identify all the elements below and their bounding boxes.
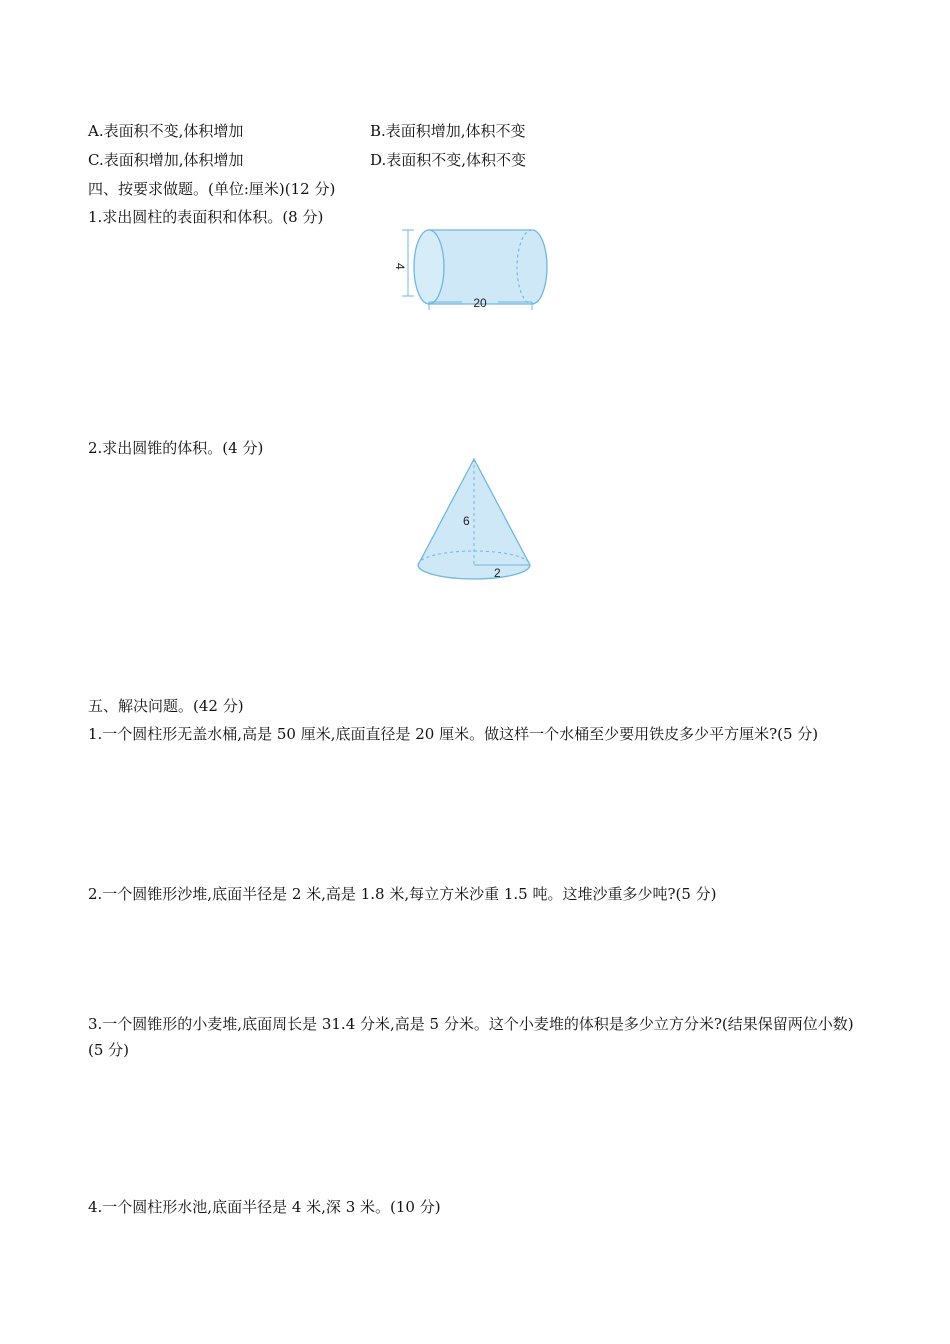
- option-b: B.表面积增加,体积不变: [370, 122, 526, 140]
- section5-q1: 1.一个圆柱形无盖水桶,高是 50 厘米,底面直径是 20 厘米。做这样一个水桶至少要用铁皮多少平方厘米?(5 分): [88, 725, 819, 743]
- cone-radius-label: 2: [494, 566, 501, 580]
- option-c: C.表面积增加,体积增加: [88, 151, 244, 169]
- section5-q4: 4.一个圆柱形水池,底面半径是 4 米,深 3 米。(10 分): [88, 1198, 441, 1216]
- cylinder-length-label: 20: [473, 296, 487, 310]
- option-d: D.表面积不变,体积不变: [370, 151, 527, 169]
- section4-q2: 2.求出圆锥的体积。(4 分): [88, 439, 264, 457]
- section5-q2: 2.一个圆锥形沙堆,底面半径是 2 米,高是 1.8 米,每立方米沙重 1.5 吨。这堆沙重多少吨?(5 分): [88, 885, 717, 903]
- section5-q3: 3.一个圆锥形的小麦堆,底面周长是 31.4 分米,高是 5 分米。这个小麦堆的体积是多少立方分米?(结果保留两位小数)(5 分): [88, 1015, 854, 1059]
- cone-figure: [412, 455, 538, 585]
- option-a: A.表面积不变,体积增加: [88, 122, 244, 140]
- section5-title: 五、解决问题。(42 分): [88, 697, 244, 715]
- cone-height-label: 6: [463, 514, 470, 528]
- cylinder-figure: [393, 222, 558, 314]
- section4-title: 四、按要求做题。(单位:厘米)(12 分): [88, 180, 336, 198]
- cylinder-height-label: 4: [393, 263, 407, 270]
- section4-q1: 1.求出圆柱的表面积和体积。(8 分): [88, 208, 324, 226]
